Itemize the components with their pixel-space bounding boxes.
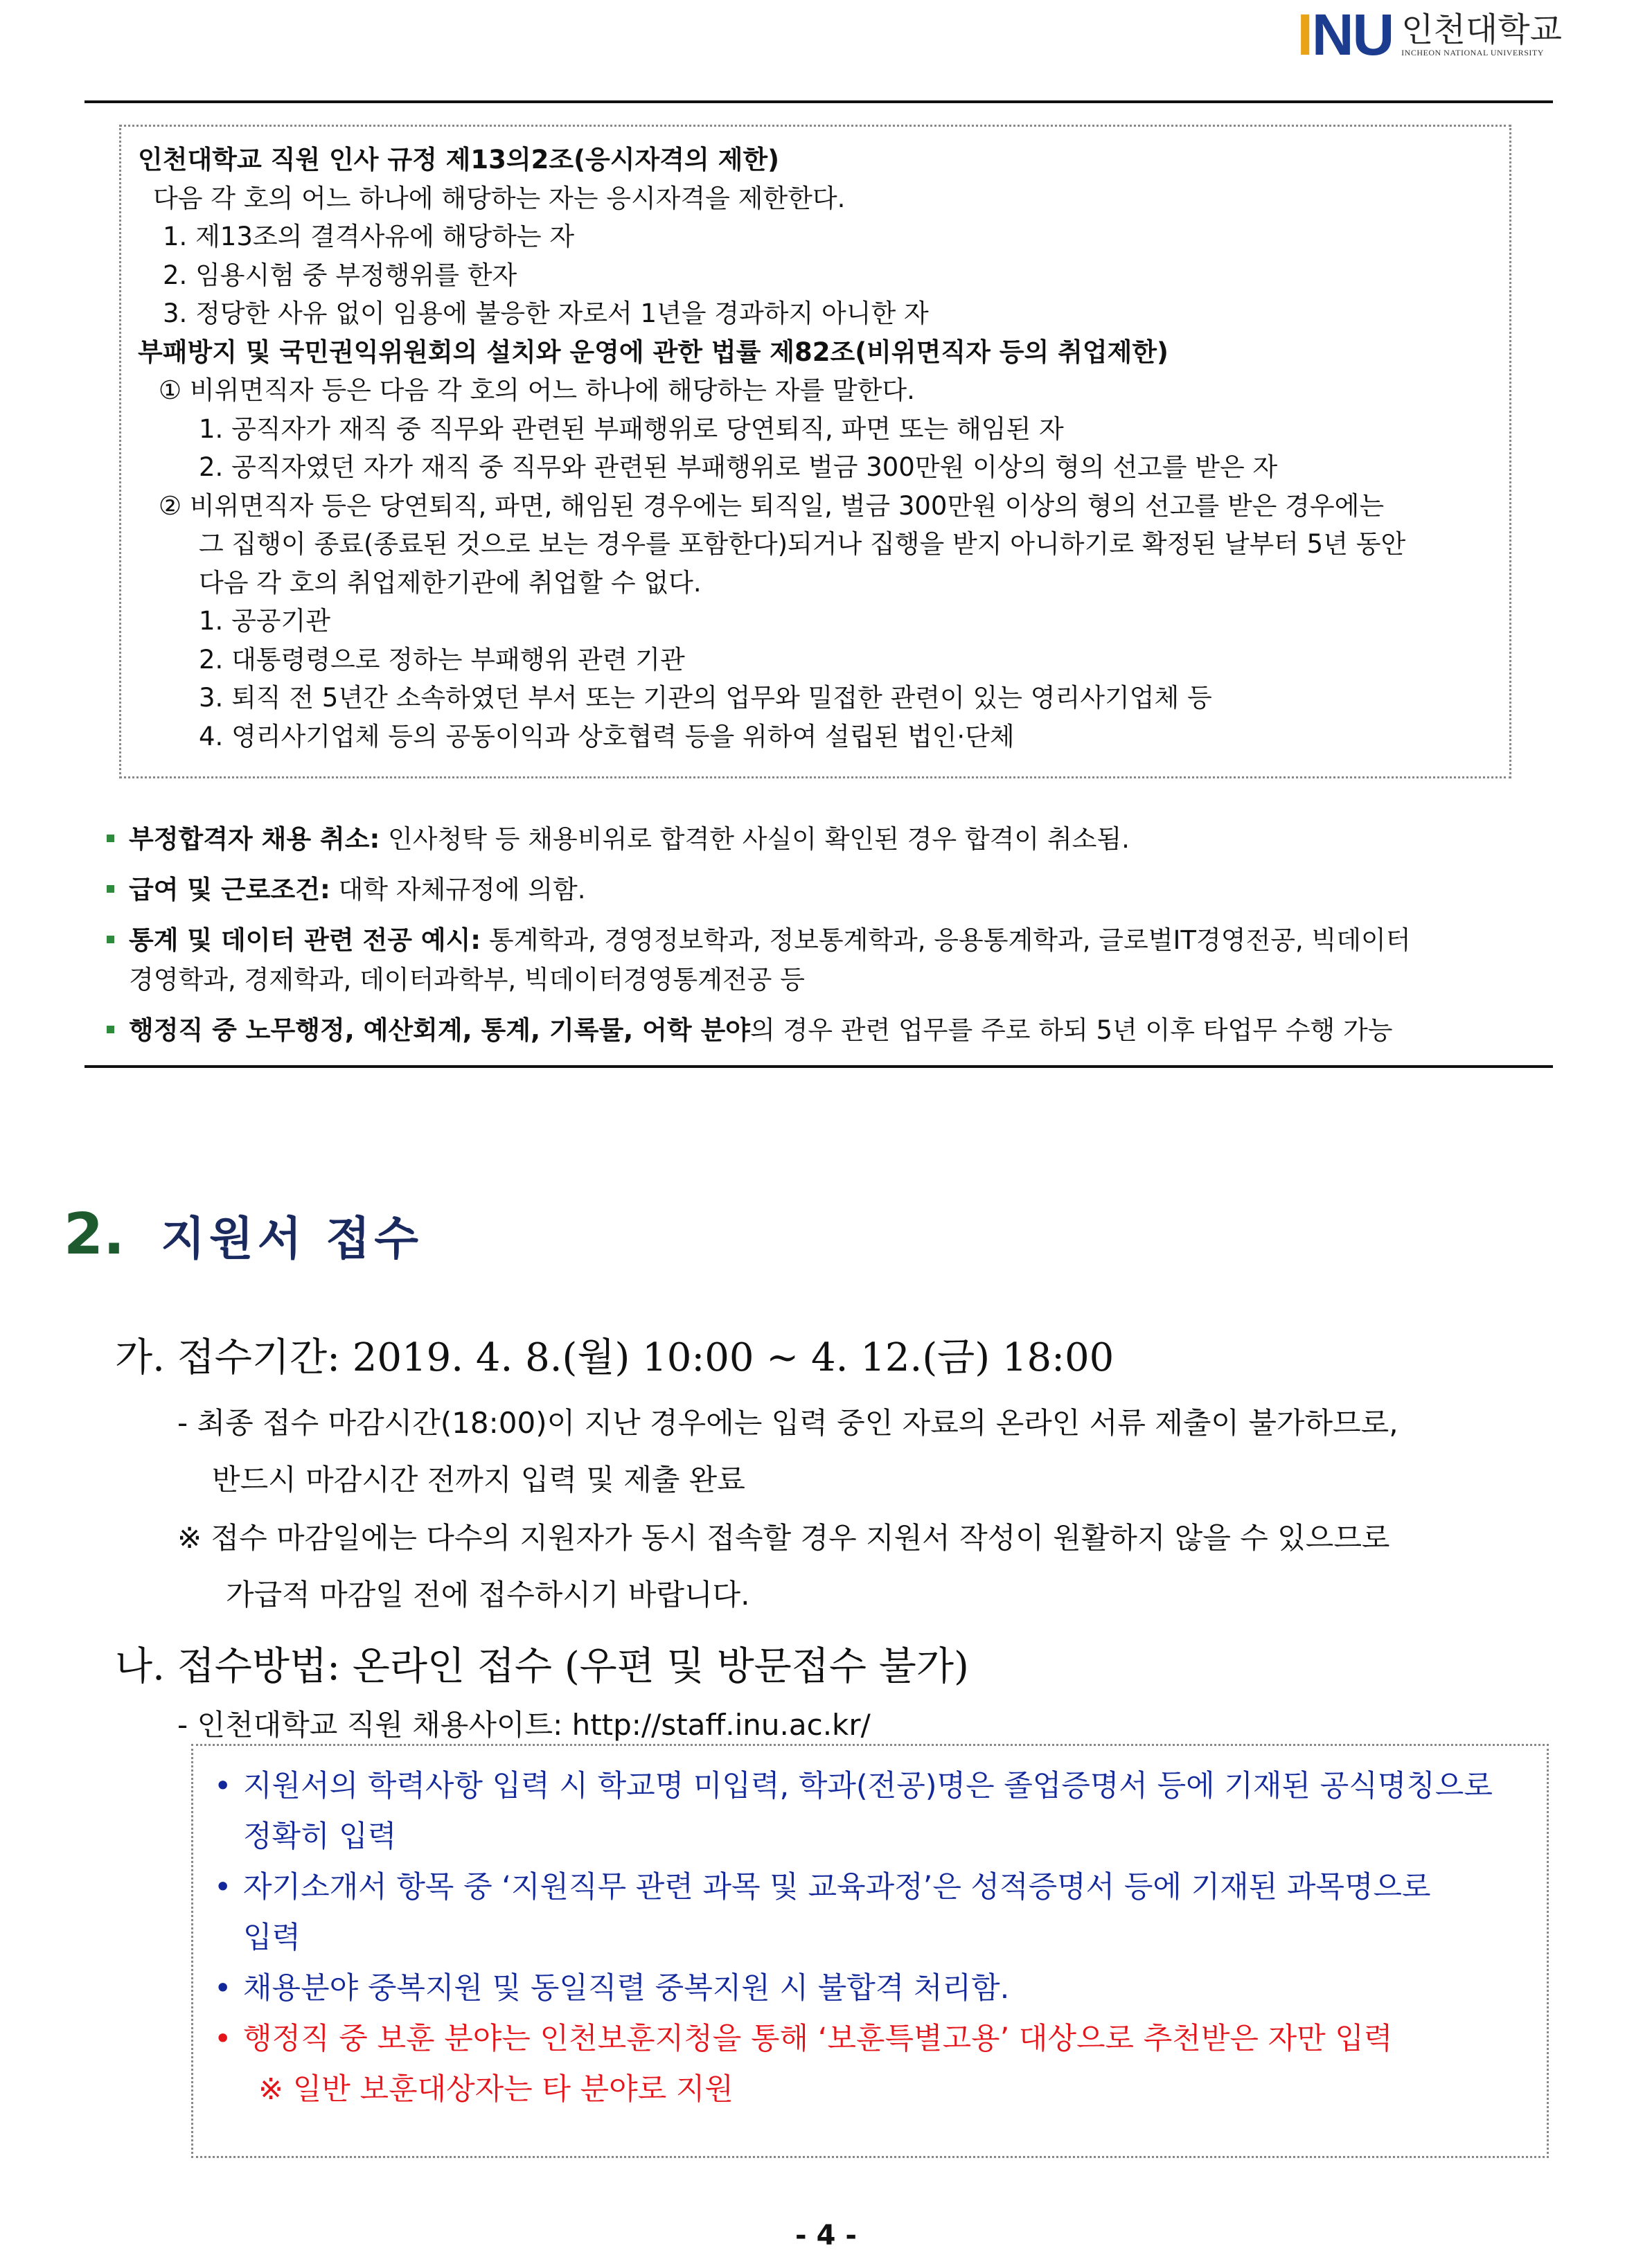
law-item: 1. 공공기관 (199, 606, 331, 636)
law-paragraph-2: ② 비위면직자 등은 당연퇴직, 파면, 해임된 경우에는 퇴직일, 벌금 300만원 이상의 형의 선고를 받은 경우에는 (159, 490, 1385, 521)
section-title: 지원서 접수 (161, 1212, 423, 1265)
top-rule (85, 100, 1553, 103)
square-bullet-icon (107, 936, 114, 943)
law-item: 2. 공직자였던 자가 재직 중 직무와 관련된 부패행위로 벌금 300만원 이상의 형의 선고를 받은 자 (199, 452, 1278, 482)
regulation-item: 2. 임용시험 중 부정행위를 한자 (163, 260, 517, 290)
section-number: 2. (64, 1202, 125, 1267)
square-bullet-icon (107, 885, 114, 893)
law-item: 4. 영리사기업체 등의 공동이익과 상호협력 등을 위하여 설립된 법인·단체 (199, 721, 1015, 751)
law-paragraph-2-cont: 다음 각 호의 취업제한기관에 취업할 수 없다. (199, 567, 702, 598)
law-title: 부패방지 및 국민권익위원회의 설치와 운영에 관한 법률 제82조(비위면직자 등의 취업제한) (138, 337, 1169, 367)
notes-list (104, 819, 1552, 1050)
inu-logo-mark: I N U (1297, 2, 1394, 67)
notes-bottom-rule (85, 1065, 1553, 1068)
regulation-title: 인천대학교 직원 인사 규정 제13의2조(응시자격의 제한) (138, 145, 780, 175)
law-item: 3. 퇴직 전 5년간 소속하였던 부서 또는 기관의 업무와 밀접한 관련이 있는 영리사기업체 등 (199, 683, 1212, 713)
period-notice: ※ 접수 마감일에는 다수의 지원자가 동시 접속할 경우 지원서 작성이 원활하지 않을 수 있으므로 (177, 1521, 1390, 1555)
notice-item: • 지원서의 학력사항 입력 시 학교명 미입력, 학과(전공)명은 졸업증명서 등에 기재된 공식명칭으로 정확히 입력 (214, 1761, 1526, 1862)
notice-item: • 자기소개서 항목 중 ‘지원직무 관련 과목 및 교육과정’은 성적증명서 등에 기재된 과목명으로 입력 (214, 1862, 1526, 1963)
logo-name: 인천대학교 (1401, 10, 1562, 49)
recruit-site: - 인천대학교 직원 채용사이트: http://staff.inu.ac.kr/ (177, 1708, 871, 1742)
bullet-icon: • (214, 1971, 232, 2006)
law-item: 1. 공직자가 재직 중 직무와 관련된 부패행위로 당연퇴직, 파면 또는 해임된 자 (199, 413, 1064, 444)
note-item: 행정직 중 노무행정, 예산회계, 통계, 기록물, 어학 분야의 경우 관련 업무를 주로 하되 5년 이후 타업무 수행 가능 (104, 1010, 1552, 1050)
law-paragraph-2-cont: 그 집행이 종료(종료된 것으로 보는 경우를 포함한다)되거나 집행을 받지 아니하기로 확정된 날부터 5년 동안 (199, 529, 1406, 559)
bullet-icon: • (214, 1769, 232, 1803)
square-bullet-icon (107, 835, 114, 842)
page-number: - 4 - (795, 2220, 857, 2252)
period-line: 반드시 마감시간 전까지 입력 및 제출 완료 (212, 1463, 745, 1497)
square-bullet-icon (107, 1026, 114, 1033)
logo-subtitle: INCHEON NATIONAL UNIVERSITY (1401, 47, 1544, 57)
section-heading (64, 1202, 423, 1267)
regulation-intro: 다음 각 호의 어느 하나에 해당하는 자는 응시자격을 제한한다. (153, 183, 846, 213)
note-item: 통계 및 데이터 관련 전공 예시: 통계학과, 경영정보학과, 정보통계학과, 응용통계학과, 글로벌IT경영전공, 빅데이터 경영학과, 경제학과, 데이터과학부, 빅데이터경영통계전공 등 (104, 920, 1552, 1010)
logo-text (1401, 12, 1562, 58)
bullet-icon: • (214, 2022, 232, 2056)
notice-box (191, 1744, 1549, 2158)
university-logo (1297, 2, 1562, 67)
notice-item-warning: • 행정직 중 보훈 분야는 인천보훈지청을 통해 ‘보훈특별고용’ 대상으로 추천받은 자만 입력 ※ 일반 보훈대상자는 타 분야로 지원 (214, 2014, 1526, 2115)
bullet-icon: • (214, 1870, 232, 1905)
law-item: 2. 대통령령으로 정하는 부패행위 관련 기관 (199, 644, 685, 675)
notice-item: • 채용분야 중복지원 및 동일직렬 중복지원 시 불합격 처리함. (214, 1963, 1526, 2014)
method-heading: 나. 접수방법: 온라인 접수 (우편 및 방문접수 불가) (115, 1644, 969, 1689)
regulation-item: 1. 제13조의 결격사유에 해당하는 자 (163, 222, 575, 251)
law-paragraph-1: ① 비위면직자 등은 다음 각 호의 어느 하나에 해당하는 자를 말한다. (159, 375, 915, 405)
regulation-item: 3. 정당한 사유 없이 임용에 불응한 자로서 1년을 경과하지 아니한 자 (163, 298, 929, 328)
period-line: - 최종 접수 마감시간(18:00)이 지난 경우에는 입력 중인 자료의 온라인 서류 제출이 불가하므로, (177, 1406, 1398, 1440)
period-heading: 가. 접수기간: 2019. 4. 8.(월) 10:00 ~ 4. 12.(금) 18:00 (115, 1335, 1114, 1380)
note-item: 급여 및 근로조건: 대학 자체규정에 의함. (104, 870, 1552, 920)
period-notice: 가급적 마감일 전에 접수하시기 바랍니다. (226, 1578, 750, 1612)
regulation-box (119, 125, 1511, 778)
note-item: 부정합격자 채용 취소: 인사청탁 등 채용비위로 합격한 사실이 확인된 경우 합격이 취소됨. (104, 819, 1552, 870)
